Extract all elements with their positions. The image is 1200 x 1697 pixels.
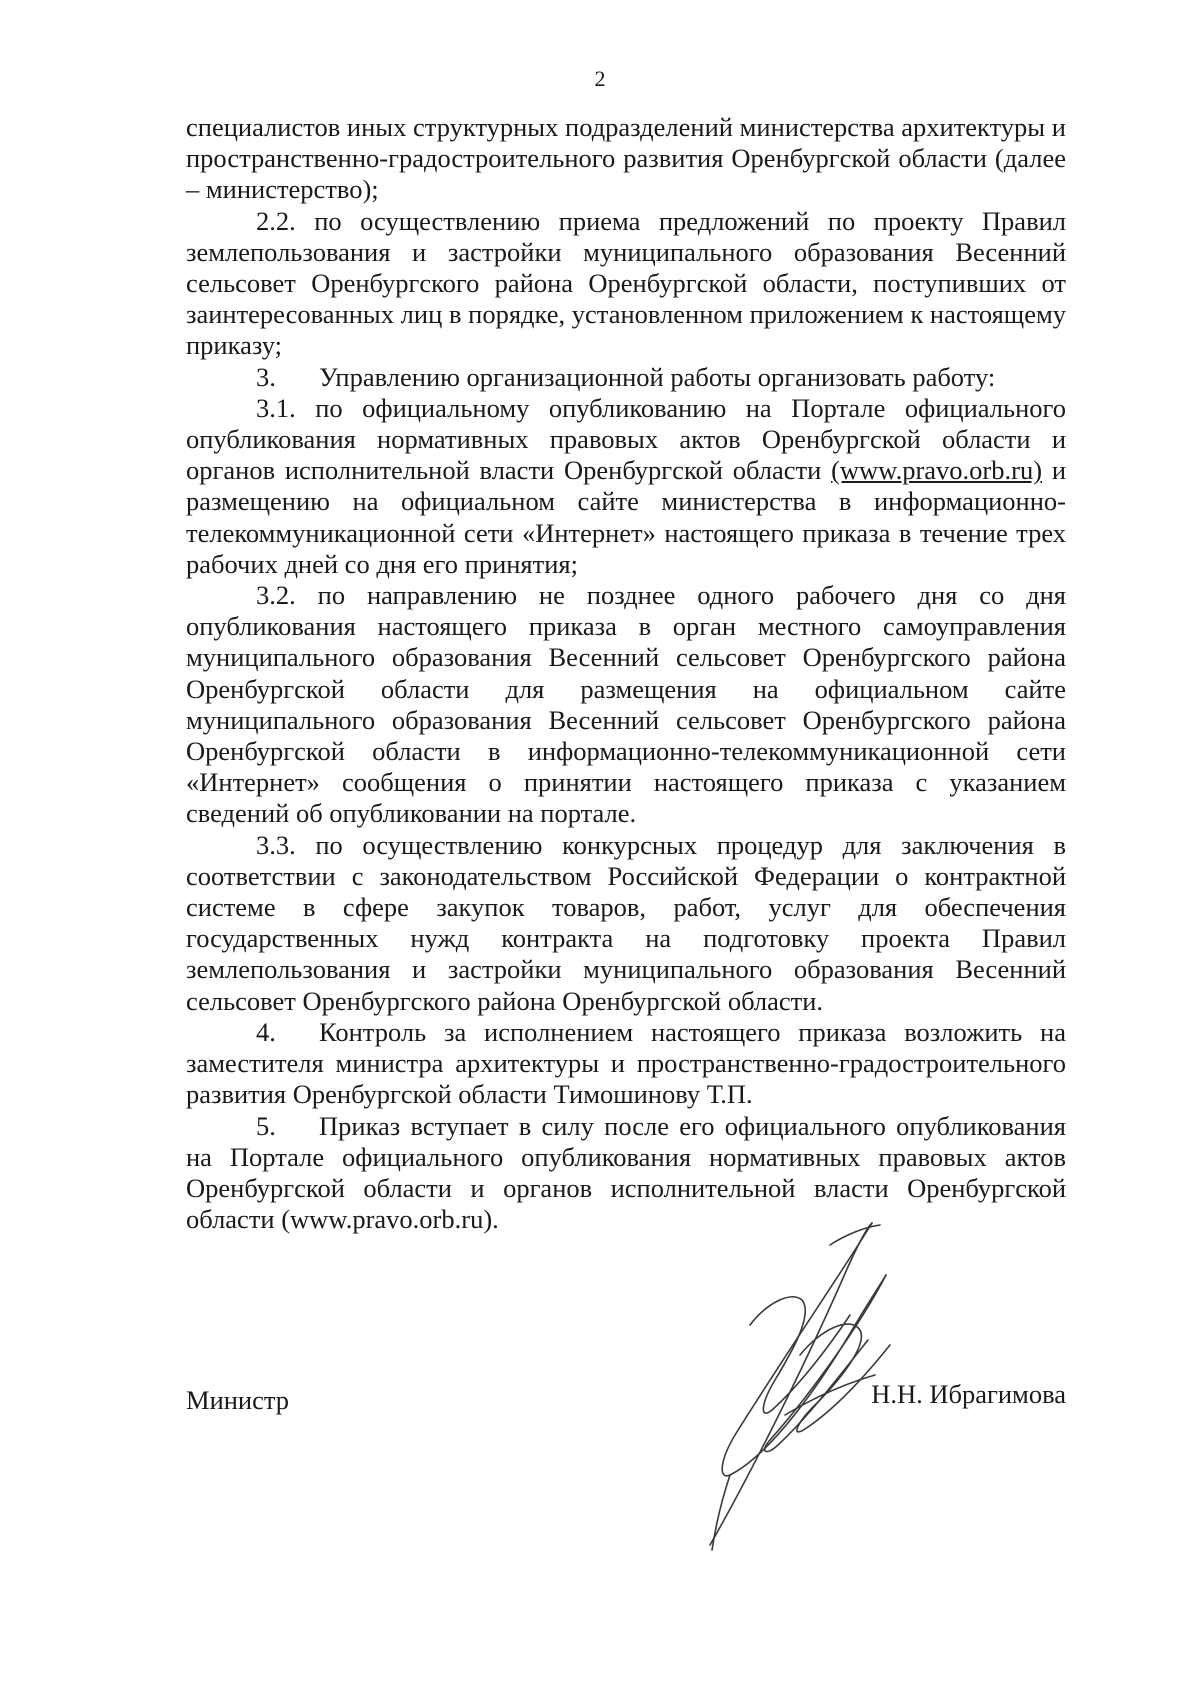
portal-link[interactable]: (www.pravo.orb.ru) [831, 455, 1043, 486]
paragraph-text: 3.1. по официальному опубликованию на Портале официального опубликования нормативных правовых актов Оренбургской области и органов исполнительной власти Оренбургской области [186, 392, 1066, 486]
item-number: 5. [256, 1110, 276, 1141]
signer-name: Н.Н. Ибрагимова [871, 1379, 1066, 1409]
document-body [186, 112, 1066, 1235]
paragraph-3-3: 3.3. по осуществлению конкурсных процедур для заключения в соответствии с законодательством Российской Федерации о контрактной системе в сфере закупок товаров, работ, услуг для обеспечения государственных нужд контракта на подготовку проекта Правил землепользования и застройки муниципального образования Весенний сельсовет Оренбургского района Оренбургской области. [186, 829, 1066, 1016]
item-number: 3. [256, 361, 276, 392]
paragraph-3-1 [186, 393, 1066, 580]
signer-position: Министр [186, 1385, 290, 1415]
paragraph-text: и размещению на официальном сайте министерства в информационно-телекоммуникационной сети «Интернет» настоящего приказа в течение трех рабочих дней со дня его принятия; [186, 455, 1067, 579]
paragraph-text: Контроль за исполнением настоящего приказа возложить на заместителя министра архитектуры и пространственно-градостроительного развития Оренбургской области Тимошинову Т.П. [186, 1016, 1066, 1110]
paragraph-2-2: 2.2. по осуществлению приема предложений по проекту Правил землепользования и застройки муниципального образования Весенний сельсовет Оренбургского района Оренбургской области, поступивших от заинтересованных лиц в порядке, установленном приложением к настоящему приказу; [186, 205, 1066, 361]
paragraph-text: Приказ вступает в силу после его официального опубликования на Портале официального опубликования нормативных правовых актов Оренбургской области и органов исполнительной власти Оренбургской области (www.pravo.orb.ru). [186, 1110, 1066, 1235]
page-number: 2 [594, 66, 606, 91]
paragraph-text: Управлению организационной работы организовать работу: [319, 361, 996, 392]
paragraph-4 [186, 1017, 1066, 1111]
paragraph-continuation: специалистов иных структурных подразделений министерства архитектуры и пространственно-градостроительного развития Оренбургской области (далее – министерство); [186, 112, 1066, 205]
paragraph-3 [186, 362, 1066, 393]
paragraph-3-2: 3.2. по направлению не позднее одного рабочего дня со дня опубликования настоящего приказа в орган местного самоуправления муниципального образования Весенний сельсовет Оренбургского района Оренбургской области для размещения на официальном сайте муниципального образования Весенний сельсовет Оренбургского района Оренбургской области в информационно-телекоммуникационной сети «Интернет» сообщения о принятии настоящего приказа с указанием сведений об опубликовании на портале. [186, 580, 1066, 829]
item-number: 4. [256, 1016, 276, 1047]
